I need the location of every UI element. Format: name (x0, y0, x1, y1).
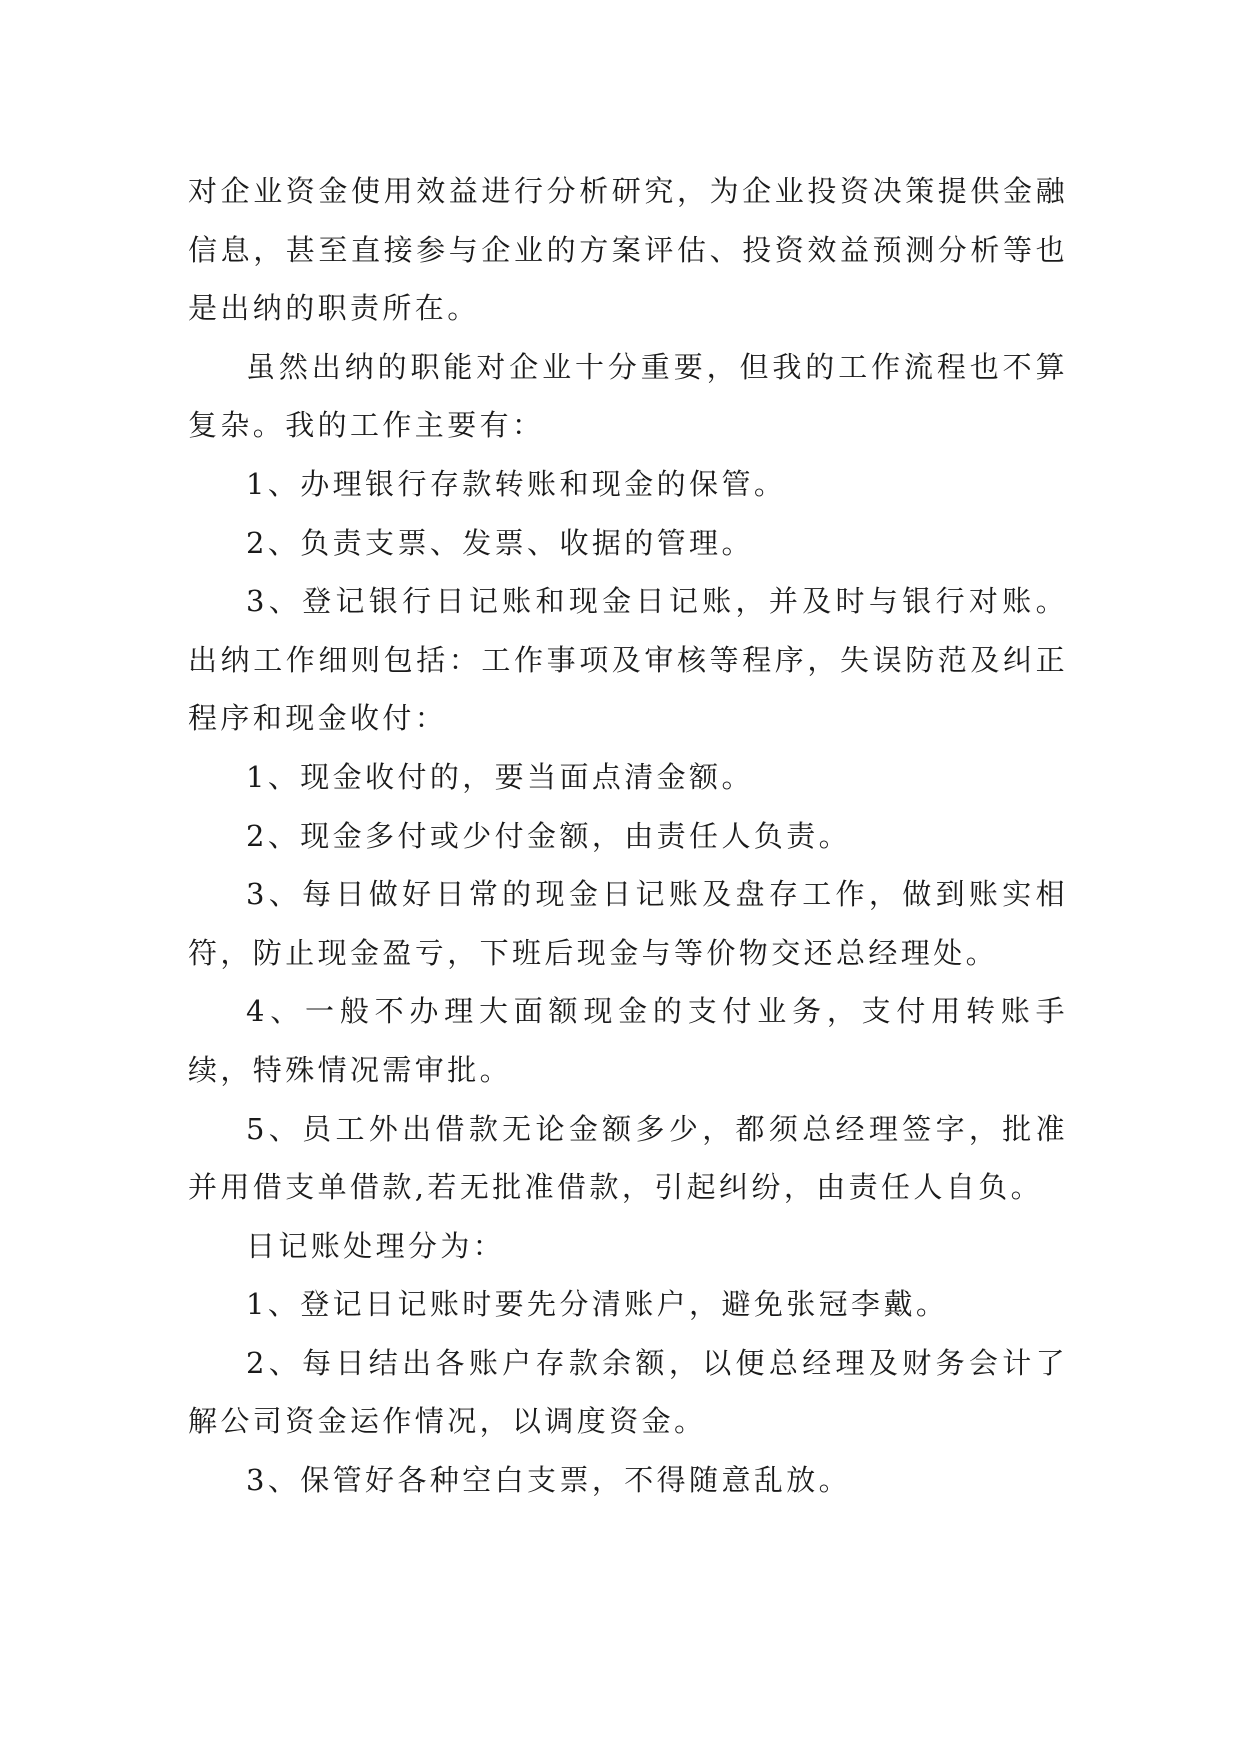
paragraph-cash-rule-4: 4、一般不办理大面额现金的支付业务，支付用转账手续，特殊情况需审批。 (188, 994, 1068, 1087)
paragraph-cash-rule-2: 2、现金多付或少付金额，由责任人负责。 (246, 818, 852, 853)
paragraph-duty-2: 2、负责支票、发票、收据的管理。 (246, 525, 754, 560)
paragraph-workflow-intro: 虽然出纳的职能对企业十分重要，但我的工作流程也不算复杂。我的工作主要有： (188, 349, 1068, 443)
paragraph-cash-rule-1: 1、现金收付的，要当面点清金额。 (246, 759, 754, 794)
paragraph-continuation: 对企业资金使用效益进行分析研究，为企业投资决策提供金融信息，甚至直接参与企业的方案评估、投资效益预测分析等也是出纳的职责所在。 (188, 174, 1068, 326)
paragraph-duty-3: 3、登记银行日记账和现金日记账，并及时与银行对账。出纳工作细则包括：工作事项及审核等程序，失误防范及纠正程序和现金收付： (188, 584, 1068, 736)
paragraph-cash-rule-3: 3、每日做好日常的现金日记账及盘存工作，做到账实相符，防止现金盈亏，下班后现金与等价物交还总经理处。 (188, 877, 1068, 970)
paragraph-cash-rule-5: 5、员工外出借款无论金额多少，都须总经理签字，批准并用借支单借款,若无批准借款，引起纠纷，由责任人自负。 (188, 1111, 1068, 1205)
paragraph-journal-intro: 日记账处理分为： (246, 1228, 506, 1263)
paragraph-duty-1: 1、办理银行存款转账和现金的保管。 (246, 466, 787, 501)
document-body (188, 162, 1068, 1510)
paragraph-journal-rule-3: 3、保管好各种空白支票，不得随意乱放。 (246, 1463, 852, 1498)
paragraph-journal-rule-1: 1、登记日记账时要先分清账户，避免张冠李戴。 (246, 1287, 949, 1322)
paragraph-journal-rule-2: 2、每日结出各账户存款余额，以便总经理及财务会计了解公司资金运作情况，以调度资金。 (188, 1345, 1068, 1439)
